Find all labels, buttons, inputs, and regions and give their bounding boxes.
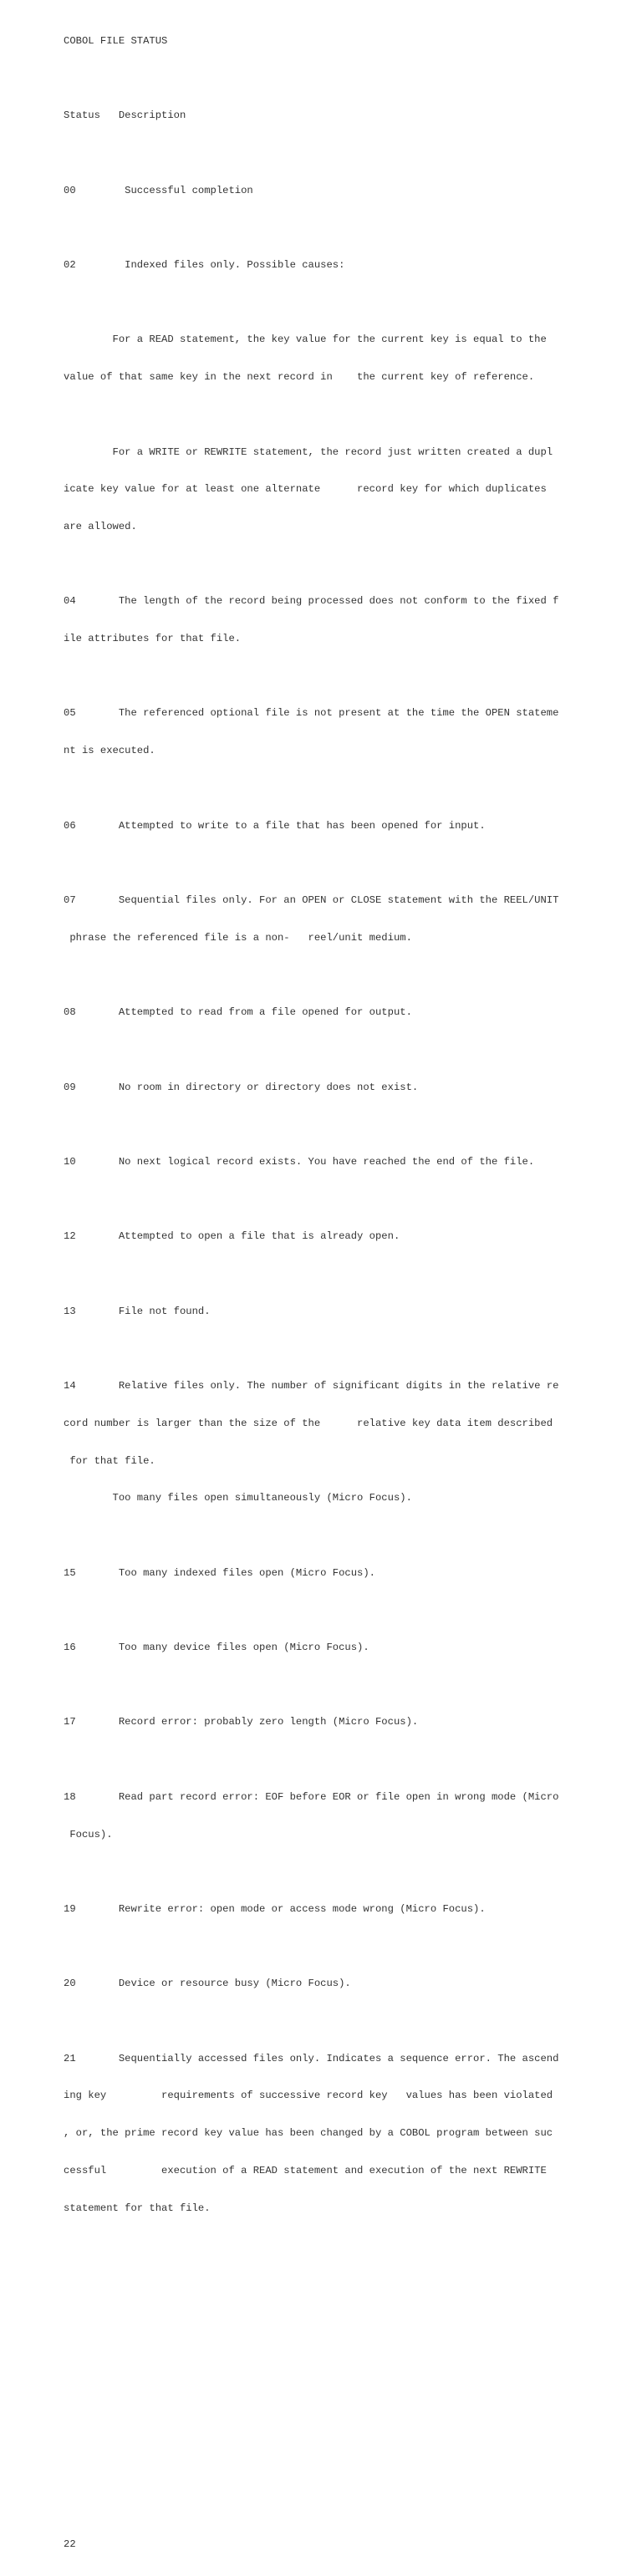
doc-line: ing key requirements of successive record key values has been violated: [64, 2090, 553, 2102]
doc-line: 14 Relative files only. The number of significant digits in the relative re: [64, 1380, 559, 1392]
doc-line: 08 Attempted to read from a file opened for output.: [64, 1006, 412, 1019]
doc-line: [64, 1118, 558, 1131]
doc-line: [64, 1679, 558, 1692]
document-text: [64, 10, 558, 2576]
doc-line: value of that same key in the next record in the current key of reference.: [64, 371, 535, 384]
doc-line: Too many files open simultaneously (Micro Focus).: [64, 1492, 412, 1504]
doc-line: [64, 2015, 558, 2028]
doc-line: ile attributes for that file.: [64, 633, 242, 645]
doc-line: 22: [64, 2538, 76, 2550]
doc-line: [64, 2277, 558, 2289]
doc-line: [64, 73, 558, 85]
doc-line: phrase the referenced file is a non- reel/unit medium.: [64, 931, 412, 944]
doc-line: [64, 1044, 558, 1056]
doc-line: cord number is larger than the size of the relative key data item described: [64, 1417, 553, 1429]
doc-line: [64, 2501, 558, 2513]
doc-line: [64, 1530, 558, 1542]
doc-line: 15 Too many indexed files open (Micro Focus).: [64, 1566, 375, 1579]
doc-line: 09 No room in directory or directory does not exist.: [64, 1081, 419, 1093]
doc-line: Focus).: [64, 1828, 113, 1840]
doc-line: 10 No next logical record exists. You have reached the end of the file.: [64, 1155, 535, 1168]
doc-line: 18 Read part record error: EOF before EOR or file open in wrong mode (Micro: [64, 1790, 559, 1803]
doc-line: [64, 969, 558, 981]
doc-line: 04 The length of the record being processed does not conform to the fixed f: [64, 595, 559, 608]
doc-line: For a READ statement, the key value for the current key is equal to the: [64, 333, 547, 346]
doc-line: 17 Record error: probably zero length (Micro Focus).: [64, 1716, 419, 1728]
doc-line: are allowed.: [64, 520, 137, 532]
doc-line: 05 The referenced optional file is not present at the time the OPEN stateme: [64, 707, 559, 720]
doc-line: [64, 857, 558, 869]
doc-line: [64, 1268, 558, 1280]
doc-line: [64, 1941, 558, 1953]
doc-line: 21 Sequentially accessed files only. Indicates a sequence error. The ascend: [64, 2052, 559, 2064]
doc-line: 16 Too many device files open (Micro Focus).: [64, 1642, 369, 1654]
doc-line: [64, 1754, 558, 1766]
doc-line: [64, 147, 558, 160]
doc-line: 00 Successful completion: [64, 184, 253, 196]
doc-line: For a WRITE or REWRITE statement, the record just written created a dupl: [64, 445, 553, 458]
doc-line: 02 Indexed files only. Possible causes:: [64, 259, 345, 272]
doc-line: statement for that file.: [64, 2202, 211, 2214]
doc-line: [64, 558, 558, 571]
doc-line: 06 Attempted to write to a file that has been opened for input.: [64, 819, 486, 832]
doc-line: [64, 1342, 558, 1355]
doc-line: 12 Attempted to open a file that is already open.: [64, 1230, 400, 1243]
doc-line: 19 Rewrite error: open mode or access mode wrong (Micro Focus).: [64, 1902, 486, 1915]
doc-line: , or, the prime record key value has been changed by a COBOL program between suc: [64, 2127, 553, 2140]
doc-line: [64, 782, 558, 795]
doc-line: [64, 2239, 558, 2252]
doc-line: [64, 297, 558, 309]
doc-line: [64, 1194, 558, 1206]
doc-line: [64, 2426, 558, 2439]
doc-line: [64, 2464, 558, 2477]
doc-line: nt is executed.: [64, 745, 155, 757]
doc-line: Status Description: [64, 109, 186, 122]
doc-line: [64, 1604, 558, 1616]
doc-line: 13 File not found.: [64, 1305, 211, 1317]
doc-line: cessful execution of a READ statement and execution of the next REWRITE: [64, 2164, 547, 2176]
doc-line: [64, 670, 558, 683]
doc-line: [64, 2351, 558, 2364]
doc-line: [64, 1866, 558, 1878]
doc-line: 20 Device or resource busy (Micro Focus).: [64, 1978, 351, 1990]
doc-line: [64, 2314, 558, 2327]
doc-line: 07 Sequential files only. For an OPEN or CLOSE statement with the REEL/UNIT: [64, 893, 559, 906]
doc-line: [64, 2389, 558, 2401]
doc-line: for that file.: [64, 1454, 155, 1467]
doc-line: [64, 409, 558, 421]
doc-line: icate key value for at least one alternate record key for which duplicates: [64, 483, 547, 496]
doc-line: [64, 221, 558, 234]
doc-line: COBOL FILE STATUS: [64, 34, 168, 47]
